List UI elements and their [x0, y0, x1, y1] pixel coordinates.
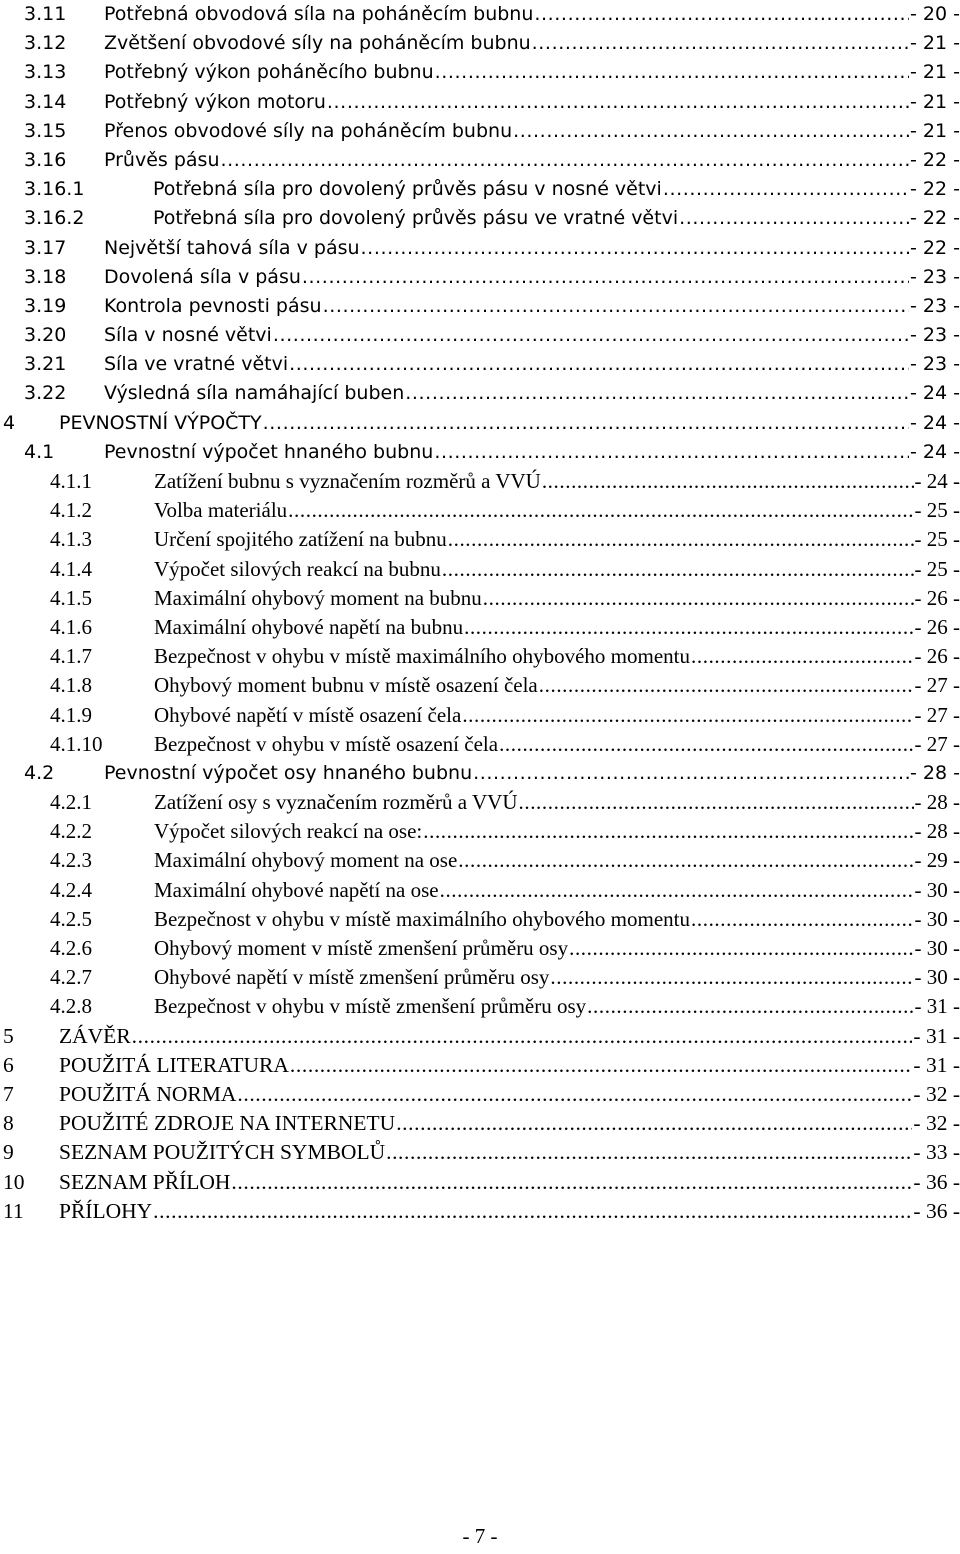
- toc-dot-leader: [423, 817, 913, 846]
- toc-entry-title: Potřebná obvodová síla na poháněcím bubnu: [104, 0, 534, 29]
- toc-entry[interactable]: [0, 934, 960, 963]
- toc-entry-number: 4.1: [24, 440, 55, 463]
- toc-entry-page: - 21 -: [909, 29, 960, 58]
- toc-entry[interactable]: [0, 730, 960, 759]
- toc-entry-title: Bezpečnost v ohybu v místě osazení čela: [154, 730, 499, 759]
- toc-entry[interactable]: [0, 788, 960, 817]
- toc-entry-title: Pevnostní výpočet hnaného bubnu: [104, 438, 434, 467]
- toc-entry-page: - 21 -: [909, 117, 960, 146]
- toc-entry[interactable]: [0, 175, 960, 204]
- toc-entry-page: - 24 -: [909, 438, 960, 467]
- toc-entry-page: - 24 -: [914, 467, 960, 496]
- toc-entry[interactable]: [0, 613, 960, 642]
- toc-entry-number: 3.12: [24, 32, 67, 55]
- toc-entry-page: - 26 -: [914, 613, 960, 642]
- toc-entry-number: 7: [3, 1081, 14, 1106]
- toc-entry-number: 4.2.5: [50, 906, 92, 931]
- toc-entry-page: - 25 -: [914, 525, 960, 554]
- toc-dot-leader: [464, 613, 913, 642]
- toc-dot-leader: [153, 1197, 912, 1226]
- toc-dot-leader: [302, 263, 909, 292]
- toc-dot-leader: [289, 350, 909, 379]
- toc-entry-page: - 27 -: [914, 730, 960, 759]
- toc-dot-leader: [691, 905, 913, 934]
- toc-entry-page: - 27 -: [914, 701, 960, 730]
- toc-entry-page: - 22 -: [909, 146, 960, 175]
- toc-entry-page: - 24 -: [909, 379, 960, 408]
- toc-entry[interactable]: [0, 88, 960, 117]
- toc-entry[interactable]: [0, 1022, 960, 1051]
- toc-dot-leader: [679, 204, 909, 233]
- toc-entry-page: - 21 -: [909, 88, 960, 117]
- toc-entry[interactable]: [0, 555, 960, 584]
- toc-entry-title: Bezpečnost v ohybu v místě maximálního ohybového momentu: [154, 642, 691, 671]
- toc-dot-leader: [483, 584, 914, 613]
- toc-entry[interactable]: [0, 905, 960, 934]
- toc-entry-title: Maximální ohybové napětí na bubnu: [154, 613, 464, 642]
- toc-entry-number: 3.20: [24, 324, 67, 347]
- toc-entry-page: - 31 -: [912, 1022, 960, 1051]
- toc-entry-number: 4.1.5: [50, 585, 92, 610]
- toc-entry-number: 3.21: [24, 353, 67, 376]
- toc-entry[interactable]: [0, 496, 960, 525]
- toc-dot-leader: [542, 467, 914, 496]
- toc-entry-title: Bezpečnost v ohybu v místě zmenšení průměru osy: [154, 992, 587, 1021]
- toc-dot-leader: [539, 671, 914, 700]
- toc-dot-leader: [550, 963, 913, 992]
- toc-dot-leader: [231, 1168, 912, 1197]
- toc-entry-page: - 31 -: [912, 1051, 960, 1080]
- toc-dot-leader: [323, 292, 909, 321]
- toc-entry[interactable]: [0, 321, 960, 350]
- toc-entry-title: Volba materiálu: [154, 496, 288, 525]
- toc-entry-title: Přenos obvodové síly na poháněcím bubnu: [104, 117, 513, 146]
- toc-entry-number: 8: [3, 1111, 14, 1136]
- toc-entry-title: Bezpečnost v ohybu v místě maximálního ohybového momentu: [154, 905, 691, 934]
- toc-entry-title: Ohybový moment v místě zmenšení průměru osy: [154, 934, 569, 963]
- toc-entry-page: - 23 -: [909, 292, 960, 321]
- toc-entry[interactable]: [0, 1138, 960, 1167]
- toc-dot-leader: [327, 88, 909, 117]
- toc-entry-title: Síla v nosné větvi: [104, 321, 273, 350]
- toc-dot-leader: [442, 555, 914, 584]
- toc-entry-number: 4.2.2: [50, 819, 92, 844]
- toc-entry-page: - 27 -: [914, 671, 960, 700]
- toc-entry[interactable]: [0, 1080, 960, 1109]
- toc-entry[interactable]: [0, 525, 960, 554]
- toc-entry[interactable]: [0, 117, 960, 146]
- toc-entry-title: Největší tahová síla v pásu: [104, 234, 361, 263]
- toc-entry[interactable]: [0, 671, 960, 700]
- toc-entry-title: Maximální ohybové napětí na ose: [154, 876, 440, 905]
- toc-entry-number: 4.1.7: [50, 644, 92, 669]
- toc-entry-number: 4.1.3: [50, 527, 92, 552]
- page-number: - 7 -: [462, 1524, 498, 1548]
- toc-entry[interactable]: [0, 846, 960, 875]
- toc-entry-title: SEZNAM PŘÍLOH: [59, 1168, 231, 1197]
- toc-entry-page: - 29 -: [914, 846, 960, 875]
- toc-entry[interactable]: [0, 438, 960, 467]
- toc-dot-leader: [663, 175, 909, 204]
- toc-entry-number: 4.2.1: [50, 790, 92, 815]
- toc-dot-leader: [569, 934, 913, 963]
- toc-entry-title: POUŽITÉ ZDROJE NA INTERNETU: [59, 1109, 396, 1138]
- toc-entry-title: Výsledná síla namáhající buben: [104, 379, 405, 408]
- toc-entry-number: 4: [3, 411, 16, 434]
- toc-dot-leader: [440, 876, 914, 905]
- toc-entry-number: 4.1.8: [50, 673, 92, 698]
- toc-entry-number: 4.1.4: [50, 556, 92, 581]
- toc-entry[interactable]: [0, 1197, 960, 1226]
- toc-entry[interactable]: [0, 146, 960, 175]
- toc-entry[interactable]: [0, 263, 960, 292]
- toc-entry[interactable]: [0, 467, 960, 496]
- toc-entry-title: Zvětšení obvodové síly na poháněcím bubnu: [104, 29, 532, 58]
- toc-entry-page: - 28 -: [909, 759, 960, 788]
- toc-entry-page: - 21 -: [909, 58, 960, 87]
- toc-entry-page: - 23 -: [909, 350, 960, 379]
- toc-dot-leader: [290, 1051, 913, 1080]
- toc-entry-number: 3.16.1: [24, 178, 85, 201]
- toc-entry-number: 4.2.7: [50, 965, 92, 990]
- toc-entry[interactable]: [0, 584, 960, 613]
- toc-entry-page: - 36 -: [912, 1197, 960, 1226]
- toc-entry-number: 4.2.6: [50, 936, 92, 960]
- toc-entry-title: Pevnostní výpočet osy hnaného bubnu: [104, 759, 473, 788]
- toc-dot-leader: [499, 730, 913, 759]
- toc-entry-page: - 36 -: [912, 1168, 960, 1197]
- toc-dot-leader: [396, 1109, 912, 1138]
- toc-entry-title: Zatížení osy s vyznačením rozměrů a VVÚ: [154, 788, 519, 817]
- toc-entry-number: 4.1.6: [50, 614, 92, 639]
- toc-entry-page: - 22 -: [909, 204, 960, 233]
- toc-entry-number: 4.1.9: [50, 702, 92, 727]
- toc-entry-number: 3.16: [24, 148, 67, 171]
- toc-entry-title: Zatížení bubnu s vyznačením rozměrů a VVÚ: [154, 467, 542, 496]
- toc-entry-page: - 20 -: [909, 0, 960, 29]
- toc-entry-number: 3.16.2: [24, 207, 85, 230]
- toc-entry[interactable]: [0, 759, 960, 788]
- toc-entry-title: Ohybové napětí v místě osazení čela: [154, 701, 462, 730]
- toc-entry-page: - 25 -: [914, 555, 960, 584]
- toc-entry-page: - 25 -: [914, 496, 960, 525]
- toc-entry-page: - 30 -: [914, 934, 960, 963]
- toc-entry-title: Síla ve vratné větvi: [104, 350, 289, 379]
- toc-entry-page: - 23 -: [909, 263, 960, 292]
- toc-entry[interactable]: [0, 642, 960, 671]
- toc-entry-number: 3.22: [24, 382, 67, 405]
- toc-entry[interactable]: [0, 409, 960, 438]
- toc-entry-page: - 30 -: [914, 963, 960, 992]
- toc-entry[interactable]: [0, 350, 960, 379]
- toc-dot-leader: [691, 642, 913, 671]
- toc-entry-number: 4.2.4: [50, 877, 92, 902]
- toc-entry[interactable]: [0, 204, 960, 233]
- toc-entry-title: Maximální ohybový moment na bubnu: [154, 584, 483, 613]
- toc-entry-title: POUŽITÁ NORMA: [59, 1080, 237, 1109]
- toc-dot-leader: [288, 496, 913, 525]
- toc-entry-title: Výpočet silových reakcí na ose:: [154, 817, 423, 846]
- toc-entry-title: Potřebná síla pro dovolený průvěs pásu ve vratné větvi: [153, 204, 679, 233]
- toc-entry[interactable]: [0, 992, 960, 1021]
- toc-dot-leader: [435, 58, 909, 87]
- toc-entry-title: Průvěs pásu: [104, 146, 221, 175]
- toc-entry-title: PEVNOSTNÍ VÝPOČTY: [59, 409, 263, 438]
- toc-entry-page: - 22 -: [909, 175, 960, 204]
- toc-dot-leader: [448, 525, 914, 554]
- toc-dot-leader: [221, 146, 910, 175]
- toc-dot-leader: [405, 379, 909, 408]
- toc-entry-number: 3.19: [24, 294, 67, 317]
- toc-entry-title: PŘÍLOHY: [59, 1197, 153, 1226]
- toc-entry-number: 11: [3, 1198, 24, 1223]
- toc-dot-leader: [237, 1080, 912, 1109]
- toc-entry[interactable]: [0, 379, 960, 408]
- toc-dot-leader: [361, 234, 909, 263]
- toc-dot-leader: [473, 759, 909, 788]
- toc-entry-page: - 31 -: [914, 992, 960, 1021]
- toc-entry-number: 4.2: [24, 761, 55, 784]
- toc-dot-leader: [273, 321, 909, 350]
- toc-dot-leader: [513, 117, 909, 146]
- toc-entry-title: Dovolená síla v pásu: [104, 263, 302, 292]
- toc-entry-page: - 24 -: [909, 409, 960, 438]
- toc-entry-number: 4.2.3: [50, 848, 92, 873]
- toc-entry-number: 3.14: [24, 90, 67, 113]
- toc-entry-page: - 30 -: [914, 876, 960, 905]
- toc-entry-number: 9: [3, 1140, 14, 1165]
- toc-entry-title: Maximální ohybový moment na ose: [154, 846, 458, 875]
- toc-dot-leader: [519, 788, 914, 817]
- toc-entry-title: Potřebný výkon motoru: [104, 88, 327, 117]
- toc-entry-page: - 23 -: [909, 321, 960, 350]
- toc-dot-leader: [386, 1138, 912, 1167]
- toc-entry[interactable]: [0, 1051, 960, 1080]
- toc-entry-page: - 32 -: [912, 1109, 960, 1138]
- toc-entry-page: - 33 -: [912, 1138, 960, 1167]
- toc-entry[interactable]: [0, 963, 960, 992]
- toc-entry[interactable]: [0, 1168, 960, 1197]
- toc-entry[interactable]: [0, 701, 960, 730]
- toc-entry-page: - 32 -: [912, 1080, 960, 1109]
- toc-entry-page: - 26 -: [914, 584, 960, 613]
- toc-entry-title: Kontrola pevnosti pásu: [104, 292, 323, 321]
- toc-dot-leader: [532, 29, 909, 58]
- toc-entry-title: SEZNAM POUŽITÝCH SYMBOLŮ: [59, 1138, 386, 1167]
- toc-dot-leader: [132, 1022, 913, 1051]
- toc-entry-page: - 28 -: [914, 788, 960, 817]
- toc-entry-number: 3.17: [24, 236, 67, 259]
- toc-entry-number: 4.1.10: [50, 731, 103, 756]
- toc-dot-leader: [434, 438, 909, 467]
- toc-entry[interactable]: [0, 0, 960, 29]
- toc-entry-title: Výpočet silových reakcí na bubnu: [154, 555, 442, 584]
- toc-entry-number: 4.1.2: [50, 498, 92, 523]
- toc-entry[interactable]: [0, 876, 960, 905]
- toc-entry-number: 10: [3, 1169, 25, 1194]
- toc-entry-title: Potřebný výkon poháněcího bubnu: [104, 58, 435, 87]
- toc-entry-title: POUŽITÁ LITERATURA: [59, 1051, 290, 1080]
- toc-entry-title: Potřebná síla pro dovolený průvěs pásu v nosné větvi: [153, 175, 663, 204]
- toc-entry-number: 3.18: [24, 265, 67, 288]
- toc-entry[interactable]: [0, 234, 960, 263]
- toc-entry-page: - 22 -: [909, 234, 960, 263]
- toc-entry[interactable]: [0, 292, 960, 321]
- toc-entry-number: 6: [3, 1052, 14, 1077]
- toc-entry-number: 4.2.8: [50, 994, 92, 1019]
- toc-dot-leader: [587, 992, 913, 1021]
- toc-entry[interactable]: [0, 29, 960, 58]
- toc-entry-number: 3.15: [24, 119, 67, 142]
- toc-entry-number: 3.11: [24, 3, 67, 25]
- toc-entry-title: Ohybový moment bubnu v místě osazení čela: [154, 671, 539, 700]
- toc-entry-number: 4.1.1: [50, 469, 92, 493]
- toc-entry[interactable]: [0, 1109, 960, 1138]
- toc-entry-title: Určení spojitého zatížení na bubnu: [154, 525, 448, 554]
- toc-dot-leader: [462, 701, 913, 730]
- toc-entry-title: ZÁVĚR: [59, 1022, 132, 1051]
- toc-entry-number: 3.13: [24, 61, 67, 84]
- toc-entry-page: - 28 -: [914, 817, 960, 846]
- toc-entry[interactable]: [0, 817, 960, 846]
- toc-entry-number: 5: [3, 1023, 14, 1048]
- toc-dot-leader: [534, 0, 909, 29]
- toc-dot-leader: [263, 409, 909, 438]
- toc-entry-title: Ohybové napětí v místě zmenšení průměru osy: [154, 963, 550, 992]
- toc-entry[interactable]: [0, 58, 960, 87]
- toc-entry-page: - 30 -: [914, 905, 960, 934]
- toc-dot-leader: [458, 846, 913, 875]
- toc-entry-page: - 26 -: [914, 642, 960, 671]
